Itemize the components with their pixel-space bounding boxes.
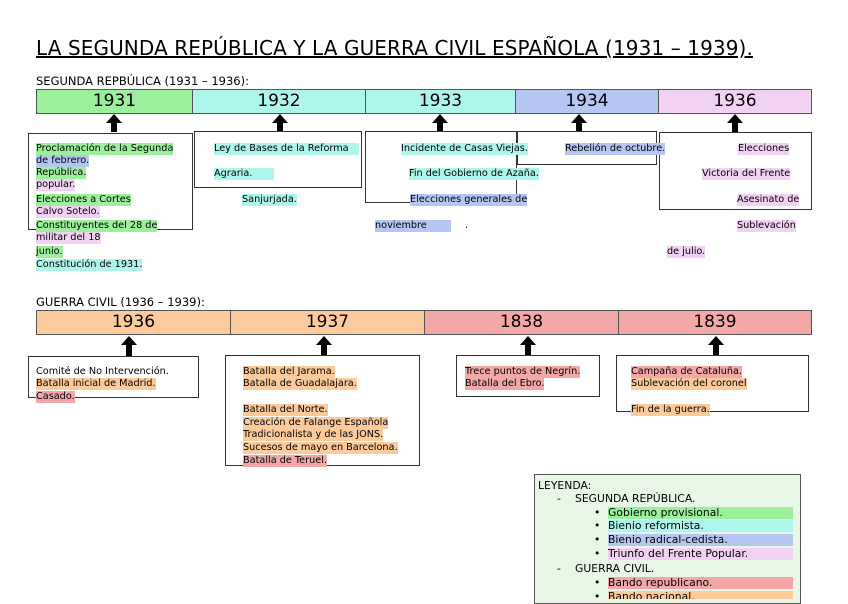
legend-dash: -	[557, 562, 561, 575]
event-text: Trece puntos de Negrín.	[465, 366, 581, 377]
arrow-up-icon	[432, 114, 448, 132]
event-text: Fin del Gobierno de Azaña.	[409, 168, 539, 179]
event-text: Sucesos de mayo en Barcelona.	[243, 442, 398, 453]
arrow-up-icon	[708, 336, 724, 356]
event-text: Batalla del Ebro.	[465, 378, 545, 389]
year-1838: 1838	[425, 311, 619, 334]
event-text: de febrero.	[36, 155, 90, 166]
event-text: Campaña de Cataluña.	[631, 366, 742, 377]
republic-timeline-bar	[36, 89, 812, 114]
event-text: junio.	[36, 246, 63, 257]
event-text: de julio.	[667, 246, 706, 257]
event-text: militar del 18	[36, 232, 101, 243]
arrow-up-icon	[520, 336, 536, 356]
bullet-icon: •	[594, 519, 601, 532]
year-1933: 1933	[366, 90, 516, 113]
event-text: .	[465, 220, 469, 231]
event-text: Fin de la guerra.	[631, 404, 710, 415]
event-text: Casado.	[36, 391, 75, 402]
civil-war-timeline-bar	[36, 310, 812, 335]
arrow-up-icon	[272, 114, 288, 132]
event-text: Batalla inicial de Madrid.	[36, 378, 156, 389]
legend-dash: -	[557, 492, 561, 505]
republic-heading: SEGUNDA REPBÚLICA (1931 – 1936):	[36, 74, 249, 88]
legend-item: Bando nacional.	[608, 591, 793, 599]
event-text: popular.	[36, 179, 76, 190]
event-text: Incidente de Casas Viejas.	[401, 143, 528, 154]
year-1931: 1931	[37, 90, 193, 113]
arrow-up-icon	[106, 114, 122, 132]
bullet-icon: •	[594, 590, 601, 603]
event-text: Sublevación	[737, 220, 796, 231]
event-text: Victoria del Frente	[702, 168, 791, 179]
event-text: Tradicionalista y de las JONS.	[243, 429, 384, 440]
legend-group-civil-war: GUERRA CIVIL.	[575, 562, 655, 575]
bullet-icon: •	[594, 506, 601, 519]
event-text: Creación de Falange Española	[243, 417, 389, 428]
event-text: Asesinato de	[737, 194, 800, 205]
arrow-up-icon	[571, 114, 587, 132]
event-text: República.	[36, 167, 87, 178]
event-box-1933	[365, 131, 517, 203]
legend-heading: LEYENDA:	[538, 479, 592, 492]
legend-item: Bienio radical-cedista.	[608, 534, 793, 546]
event-text: Batalla de Teruel.	[243, 455, 327, 466]
arrow-up-icon	[121, 336, 137, 356]
civil-war-heading: GUERRA CIVIL (1936 – 1939):	[36, 295, 205, 309]
event-text: Elecciones a Cortes	[36, 194, 131, 205]
year-1839: 1839	[619, 311, 811, 334]
arrow-up-icon	[316, 336, 332, 356]
event-text: Sublevación del coronel	[631, 378, 747, 389]
arrow-up-icon	[727, 114, 743, 132]
legend-item: Triunfo del Frente Popular.	[608, 548, 793, 560]
year-1936: 1936	[37, 311, 231, 334]
year-1934: 1934	[516, 90, 659, 113]
legend-group-republic: SEGUNDA REPÚBLICA.	[575, 492, 696, 505]
event-text: Batalla de Guadalajara.	[243, 378, 357, 389]
page-title: LA SEGUNDA REPÚBLICA Y LA GUERRA CIVIL ESPAÑOLA (1931 – 1939).	[36, 36, 753, 60]
event-text: Constituyentes del 28 de	[36, 220, 158, 231]
bullet-icon: •	[594, 533, 601, 546]
event-text: Elecciones	[738, 143, 790, 154]
event-text: Calvo Sotelo.	[36, 206, 100, 217]
event-text: Proclamación de la Segunda	[36, 143, 174, 154]
event-text: Batalla del Norte.	[243, 404, 328, 415]
year-1937: 1937	[231, 311, 425, 334]
legend-item: Bienio reformista.	[608, 520, 793, 532]
legend-item: Gobierno provisional.	[608, 507, 793, 519]
event-text: noviembre	[375, 220, 451, 232]
legend-item: Bando republicano.	[608, 577, 793, 589]
event-text: Elecciones generales de	[410, 194, 528, 205]
event-text: Sanjurjada.	[242, 194, 297, 205]
event-text: Constitución de 1931.	[36, 259, 143, 270]
event-text: Ley de Bases de la Reforma	[214, 143, 359, 155]
event-text: Batalla del Jarama.	[243, 366, 335, 377]
bullet-icon: •	[594, 576, 601, 589]
year-1932: 1932	[193, 90, 366, 113]
bullet-icon: •	[594, 547, 601, 560]
event-text: Rebelión de octubre.	[565, 143, 666, 154]
event-text: Comité de No Intervención.	[36, 366, 169, 377]
year-1936: 1936	[659, 90, 811, 113]
event-text: Agraria.	[214, 168, 274, 180]
